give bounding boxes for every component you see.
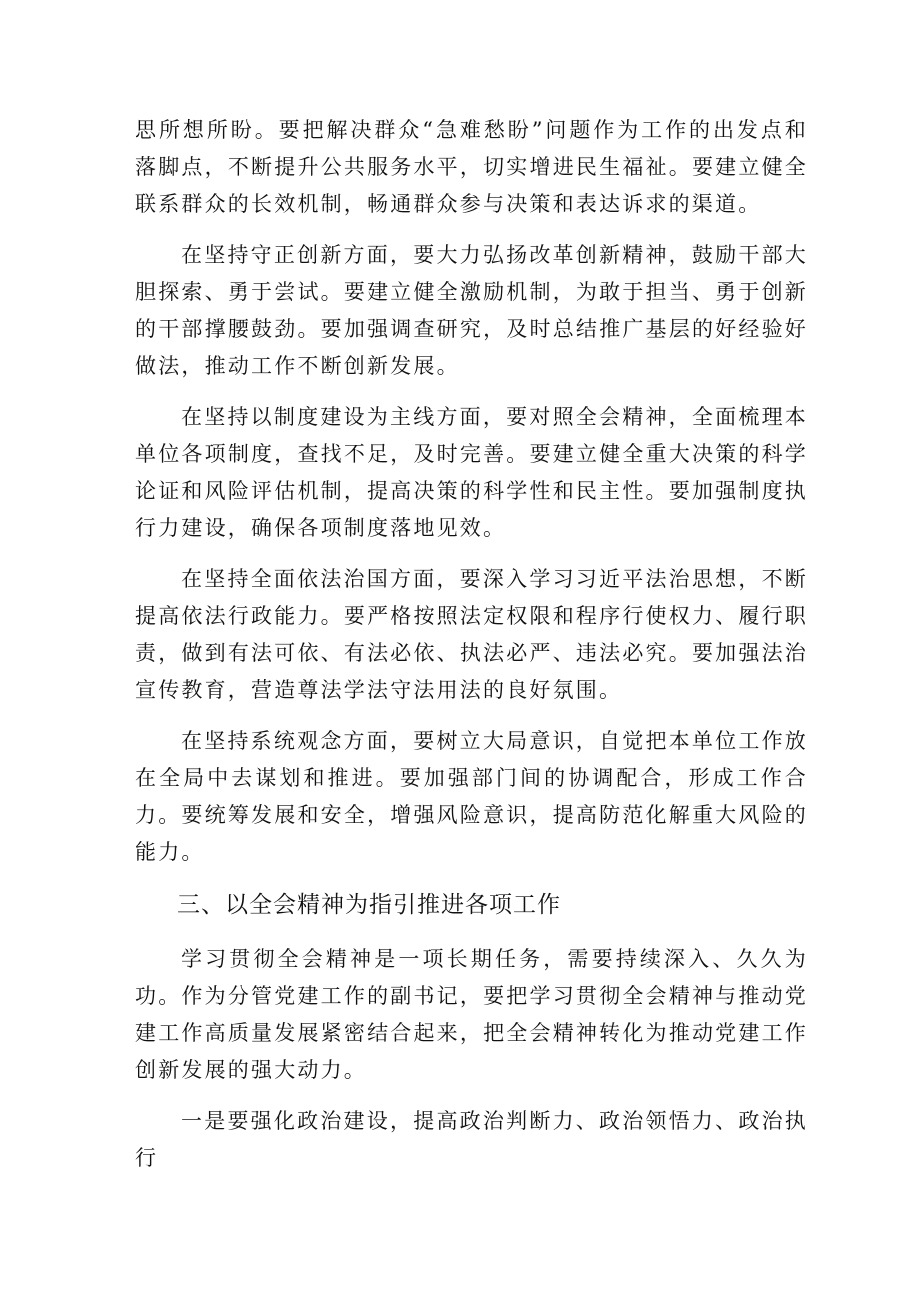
paragraph-institution-building: 在坚持以制度建设为主线方面，要对照全会精神，全面梳理本单位各项制度，查找不足，及时完善。要建立健全重大决策的科学论证和风险评估机制，提高决策的科学性和民主性。要加强制度执行力建设，确保各项制度落地见效。 <box>135 405 808 540</box>
paragraph-continuation: 思所想所盼。要把解决群众“急难愁盼”问题作为工作的出发点和落脚点，不断提升公共服务水平，切实增进民生福祉。要建立健全联系群众的长效机制，畅通群众参与决策和表达诉求的渠道。 <box>135 118 808 216</box>
paragraph-section-intro: 学习贯彻全会精神是一项长期任务，需要持续深入、久久为功。作为分管党建工作的副书记，要把学习贯彻全会精神与推动党建工作高质量发展紧密结合起来，把全会精神转化为推动党建工作创新发展的强大动力。 <box>135 947 808 1082</box>
paragraph-first-point: 一是要强化政治建设，提高政治判断力、政治领悟力、政治执行 <box>135 1109 808 1170</box>
paragraph-systems-thinking: 在坚持系统观念方面，要树立大局意识，自觉把本单位工作放在全局中去谋划和推进。要加强部门间的协调配合，形成工作合力。要统筹发展和安全，增强风险意识，提高防范化解重大风险的能力。 <box>135 729 808 864</box>
paragraph-innovation: 在坚持守正创新方面，要大力弘扬改革创新精神，鼓励干部大胆探索、勇于尝试。要建立健全激励机制，为敢于担当、勇于创新的干部撑腰鼓劲。要加强调查研究，及时总结推广基层的好经验好做法，推动工作不断创新发展。 <box>135 243 808 378</box>
section-heading: 三、以全会精神为指引推进各项工作 <box>177 892 561 918</box>
paragraph-rule-of-law: 在坚持全面依法治国方面，要深入学习习近平法治思想，不断提高依法行政能力。要严格按照法定权限和程序行使权力、履行职责，做到有法可依、有法必依、执法必严、违法必究。要加强法治宣传教育，营造尊法学法守法用法的良好氛围。 <box>135 567 808 702</box>
